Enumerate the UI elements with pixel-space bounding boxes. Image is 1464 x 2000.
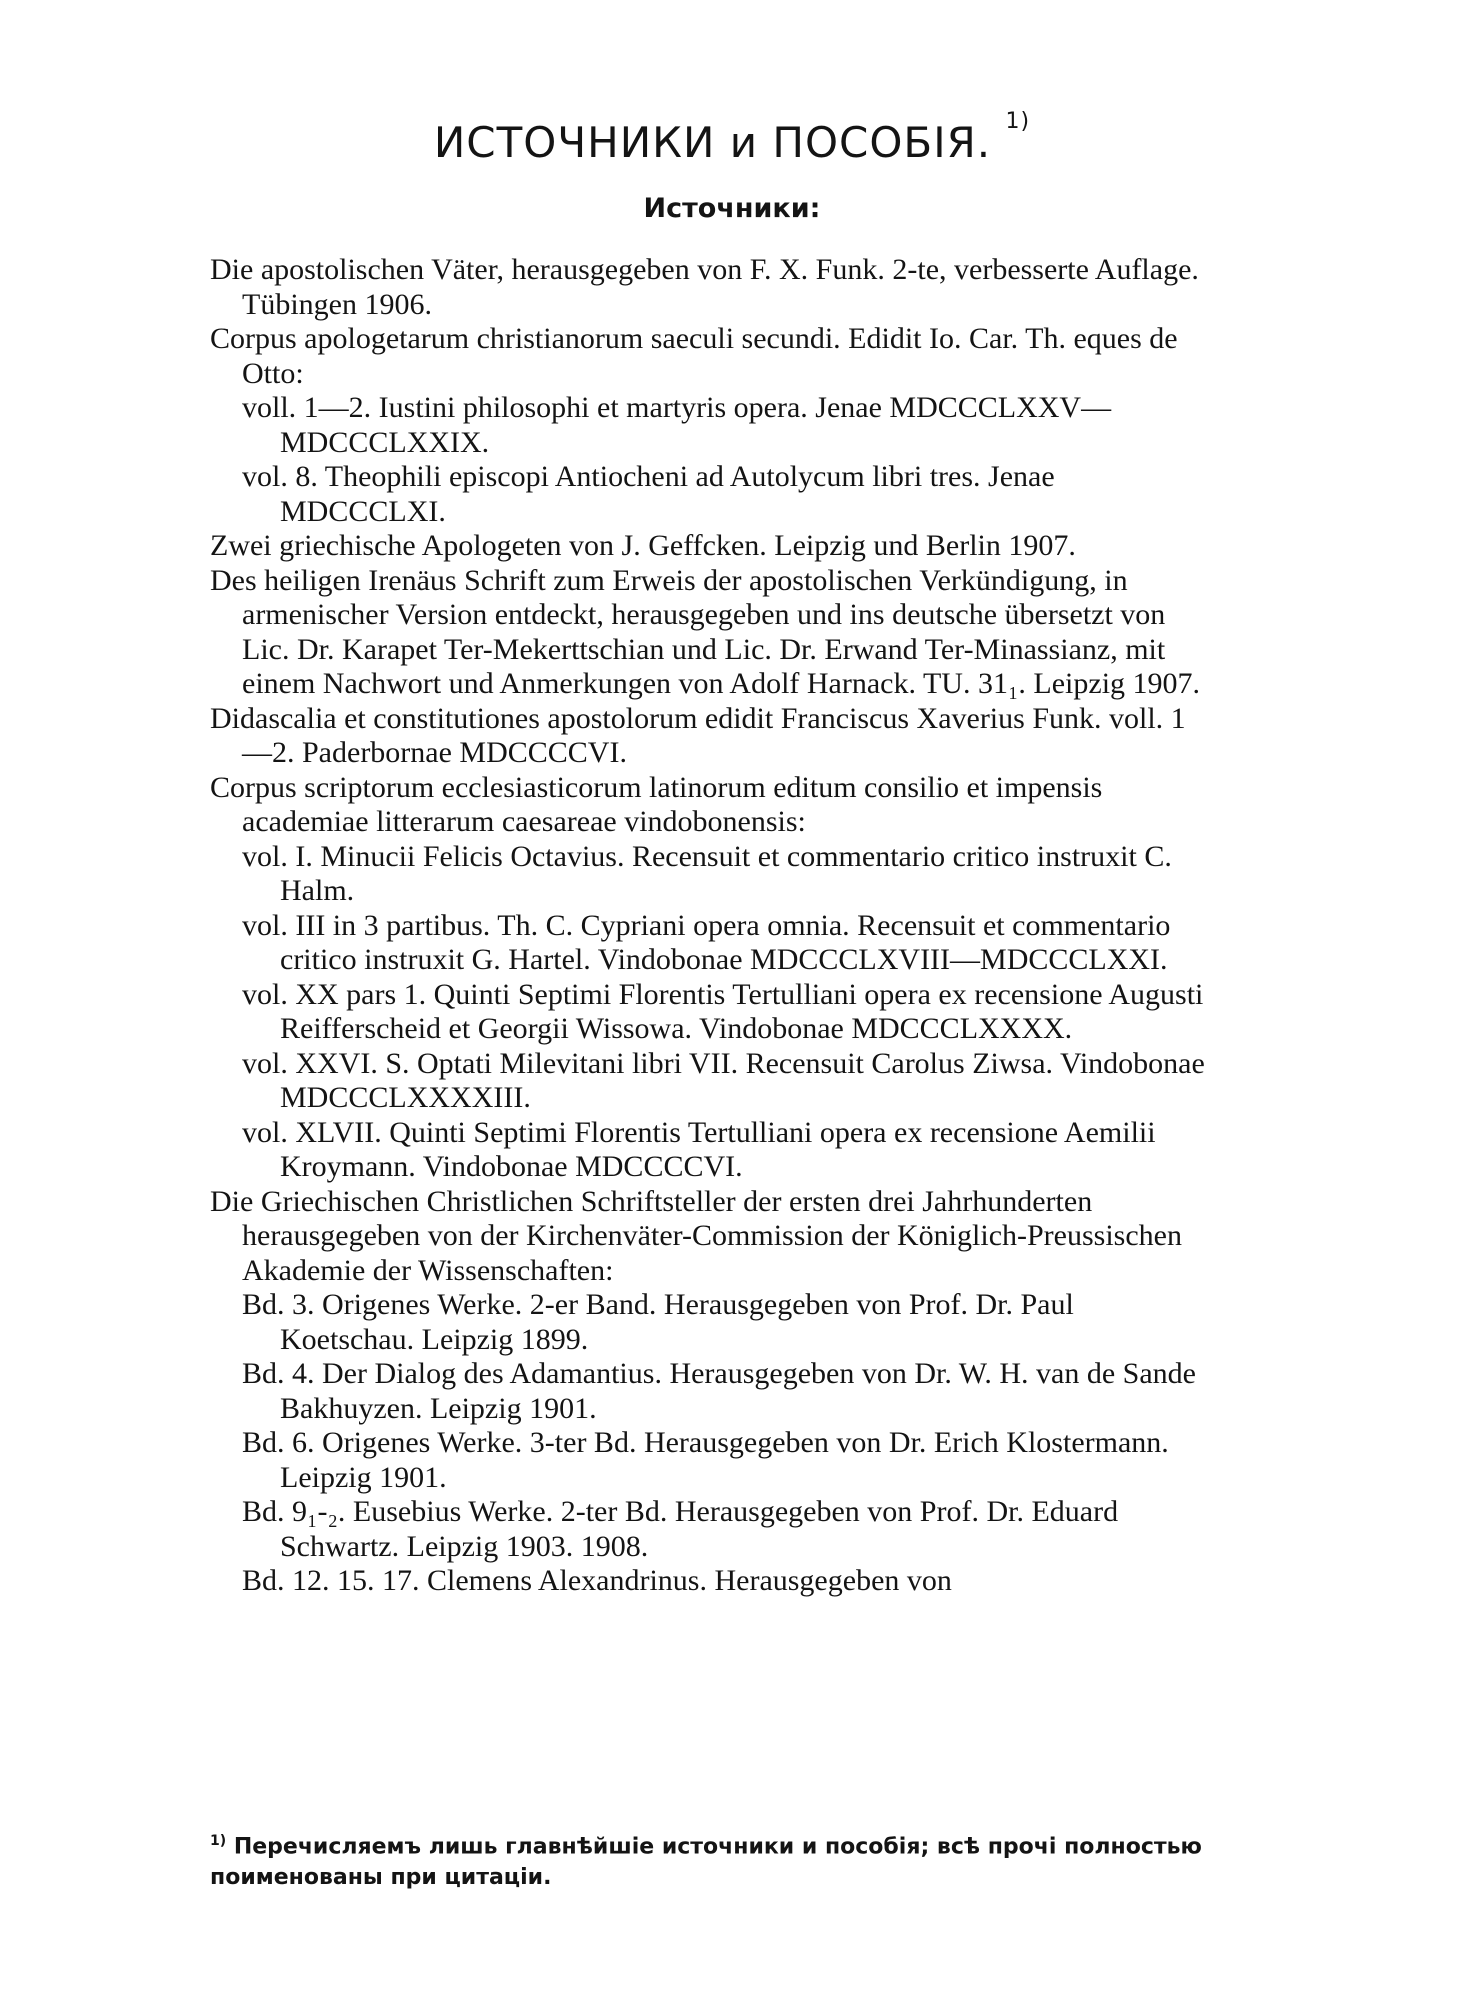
bibliography-subentry: vol. XLVII. Quinti Septimi Florentis Tertulliani opera ex recensione Aemilii Kroymann. Vindobonae MDCCCCVI. bbox=[242, 1115, 1156, 1183]
bibliography-entry: Corpus scriptorum ecclesiasticorum latinorum editum consilio et impensis academiae litterarum caesareae vindobonensis: bbox=[210, 770, 1103, 838]
bibliography-entry: Die Griechischen Christlichen Schriftsteller der ersten drei Jahrhunderten herausgegeben von der Kirchenväter-Commission der Königlich-Preussischen Akademie der Wissenschaften: bbox=[210, 1184, 1182, 1287]
bibliography-entry: Des heiligen Irenäus Schrift zum Erweis der apostolischen Verkündigung, in armenischer Version entdeckt, herausgegeben und ins deutsche übersetzt von Lic. Dr. Karapet Ter-Mekerttschian und Lic. Dr. Erwand Ter-Minassianz, mit einem Nachwort und Anmerkungen von Adolf Harnack. TU. 31₁. Leipzig 1907. bbox=[210, 563, 1201, 700]
bibliography-list bbox=[210, 253, 1210, 1599]
title-footnote-mark: 1) bbox=[1005, 109, 1031, 134]
bibliography-entry: Zwei griechische Apologeten von J. Geffcken. Leipzig und Berlin 1907. bbox=[210, 529, 1076, 562]
bibliography-entry: Corpus apologetarum christianorum saeculi secundi. Edidit Io. Car. Th. eques de Otto: bbox=[210, 322, 1178, 390]
page-title bbox=[0, 109, 1464, 167]
bibliography-subentry: voll. 1—2. Iustini philosophi et martyris opera. Jenae MDCCCLXXV—MDCCCLXXIX. bbox=[242, 391, 1112, 459]
bibliography-subentry: vol. 8. Theophili episcopi Antiocheni ad Autolycum libri tres. Jenae MDCCCLXI. bbox=[242, 460, 1055, 528]
bibliography-subentry: Bd. 6. Origenes Werke. 3-ter Bd. Herausgegeben von Dr. Erich Klostermann. Leipzig 1901. bbox=[242, 1426, 1169, 1494]
section-heading: Источники: bbox=[643, 193, 821, 224]
bibliography-entry: Die apostolischen Väter, herausgegeben von F. X. Funk. 2-te, verbesserte Auflage. Tübingen 1906. bbox=[210, 253, 1199, 321]
bibliography-subentry: Bd. 3. Origenes Werke. 2-er Band. Herausgegeben von Prof. Dr. Paul Koetschau. Leipzig 1899. bbox=[242, 1288, 1074, 1356]
bibliography-subentry: vol. I. Minucii Felicis Octavius. Recensuit et commentario critico instruxit C. Halm. bbox=[242, 839, 1172, 907]
bibliography-subentry: vol. III in 3 partibus. Th. C. Cypriani opera omnia. Recensuit et commentario critico instruxit G. Hartel. Vindobonae MDCCCLXVIII—MDCCCLXXI. bbox=[242, 908, 1171, 976]
footnote bbox=[210, 1826, 1210, 1893]
bibliography-subentry: Bd. 4. Der Dialog des Adamantius. Herausgegeben von Dr. W. H. van de Sande Bakhuyzen. Leipzig 1901. bbox=[242, 1357, 1196, 1425]
bibliography-subentry: Bd. 12. 15. 17. Clemens Alexandrinus. Herausgegeben von bbox=[242, 1564, 952, 1597]
footnote-mark: 1) bbox=[210, 1833, 227, 1849]
bibliography-entry: Didascalia et constitutiones apostolorum edidit Franciscus Xaverius Funk. voll. 1—2. Paderbornae MDCCCCVI. bbox=[210, 701, 1186, 769]
bibliography-subentry: vol. XX pars 1. Quinti Septimi Florentis Tertulliani opera ex recensione Augusti Reifferscheid et Georgii Wissowa. Vindobonae MDCCCLXXXX. bbox=[242, 977, 1204, 1045]
bibliography-subentry: Bd. 9₁-₂. Eusebius Werke. 2-ter Bd. Herausgegeben von Prof. Dr. Eduard Schwartz. Leipzig 1903. 1908. bbox=[242, 1495, 1119, 1563]
bibliography-subentry: vol. XXVI. S. Optati Milevitani libri VII. Recensuit Carolus Ziwsa. Vindobonae MDCCCLXXXXIII. bbox=[242, 1046, 1205, 1114]
page-title-text: ИСТОЧНИКИ и ПОСОБІЯ. bbox=[433, 118, 992, 167]
footnote-text: Перечисляемъ лишь главнѣйшіе источники и пособія; всѣ прочі полностью поименованы при цитаціи. bbox=[210, 1834, 1202, 1891]
